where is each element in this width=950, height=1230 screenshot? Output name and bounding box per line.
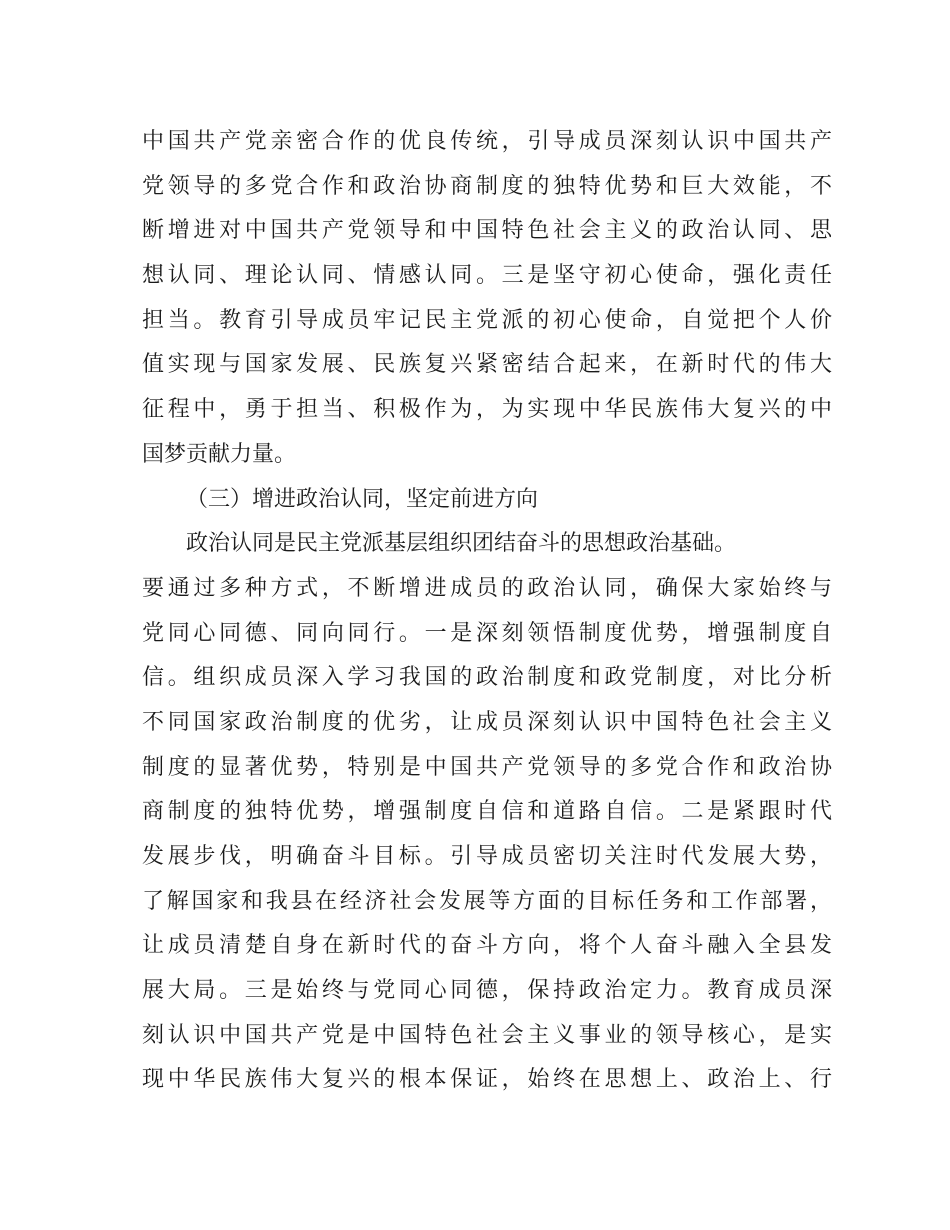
text-line: 想认同、理论认同、情感认同。三是坚守初心使命，强化责任 xyxy=(142,263,832,289)
text-line: 要通过多种方式，不断增进成员的政治认同，确保大家始终与 xyxy=(142,575,832,601)
text-line: 现中华民族伟大复兴的根本保证，始终在思想上、政治上、行 xyxy=(142,1067,832,1093)
text-line: 商制度的独特优势，增强制度自信和道路自信。二是紧跟时代 xyxy=(142,799,832,825)
document-body xyxy=(142,120,832,1103)
text-line: 刻认识中国共产党是中国特色社会主义事业的领导核心，是实 xyxy=(142,1022,832,1048)
text-line: 信。组织成员深入学习我国的政治制度和政党制度，对比分析 xyxy=(142,665,832,691)
text-line: 党领导的多党合作和政治协商制度的独特优势和巨大效能，不 xyxy=(142,173,832,199)
text-line: 断增进对中国共产党领导和中国特色社会主义的政治认同、思 xyxy=(142,218,832,244)
text-line: 发展步伐，明确奋斗目标。引导成员密切关注时代发展大势， xyxy=(142,844,832,869)
text-line: 制度的显著优势，特别是中国共产党领导的多党合作和政治协 xyxy=(142,754,832,780)
text-line: 值实现与国家发展、民族复兴紧密结合起来，在新时代的伟大 xyxy=(142,352,832,378)
text-line: 国梦贡献力量。 xyxy=(142,441,297,467)
section-heading: （三）增进政治认同，坚定前进方向 xyxy=(186,486,539,512)
paragraph-first-line: 政治认同是民主党派基层组织团结奋斗的思想政治基础。 xyxy=(186,531,737,557)
text-line: 不同国家政治制度的优劣，让成员深刻认识中国特色社会主义 xyxy=(142,709,832,735)
text-line: 让成员清楚自身在新时代的奋斗方向，将个人奋斗融入全县发 xyxy=(142,933,832,959)
text-line: 展大局。三是始终与党同心同德，保持政治定力。教育成员深 xyxy=(142,978,832,1004)
text-line: 担当。教育引导成员牢记民主党派的初心使命，自觉把个人价 xyxy=(142,307,832,333)
text-line: 了解国家和我县在经济社会发展等方面的目标任务和工作部署， xyxy=(142,888,832,914)
text-line: 征程中，勇于担当、积极作为，为实现中华民族伟大复兴的中 xyxy=(142,397,832,423)
text-line: 中国共产党亲密合作的优良传统，引导成员深刻认识中国共产 xyxy=(142,129,832,154)
text-line: 党同心同德、同向同行。一是深刻领悟制度优势，增强制度自 xyxy=(142,620,832,646)
